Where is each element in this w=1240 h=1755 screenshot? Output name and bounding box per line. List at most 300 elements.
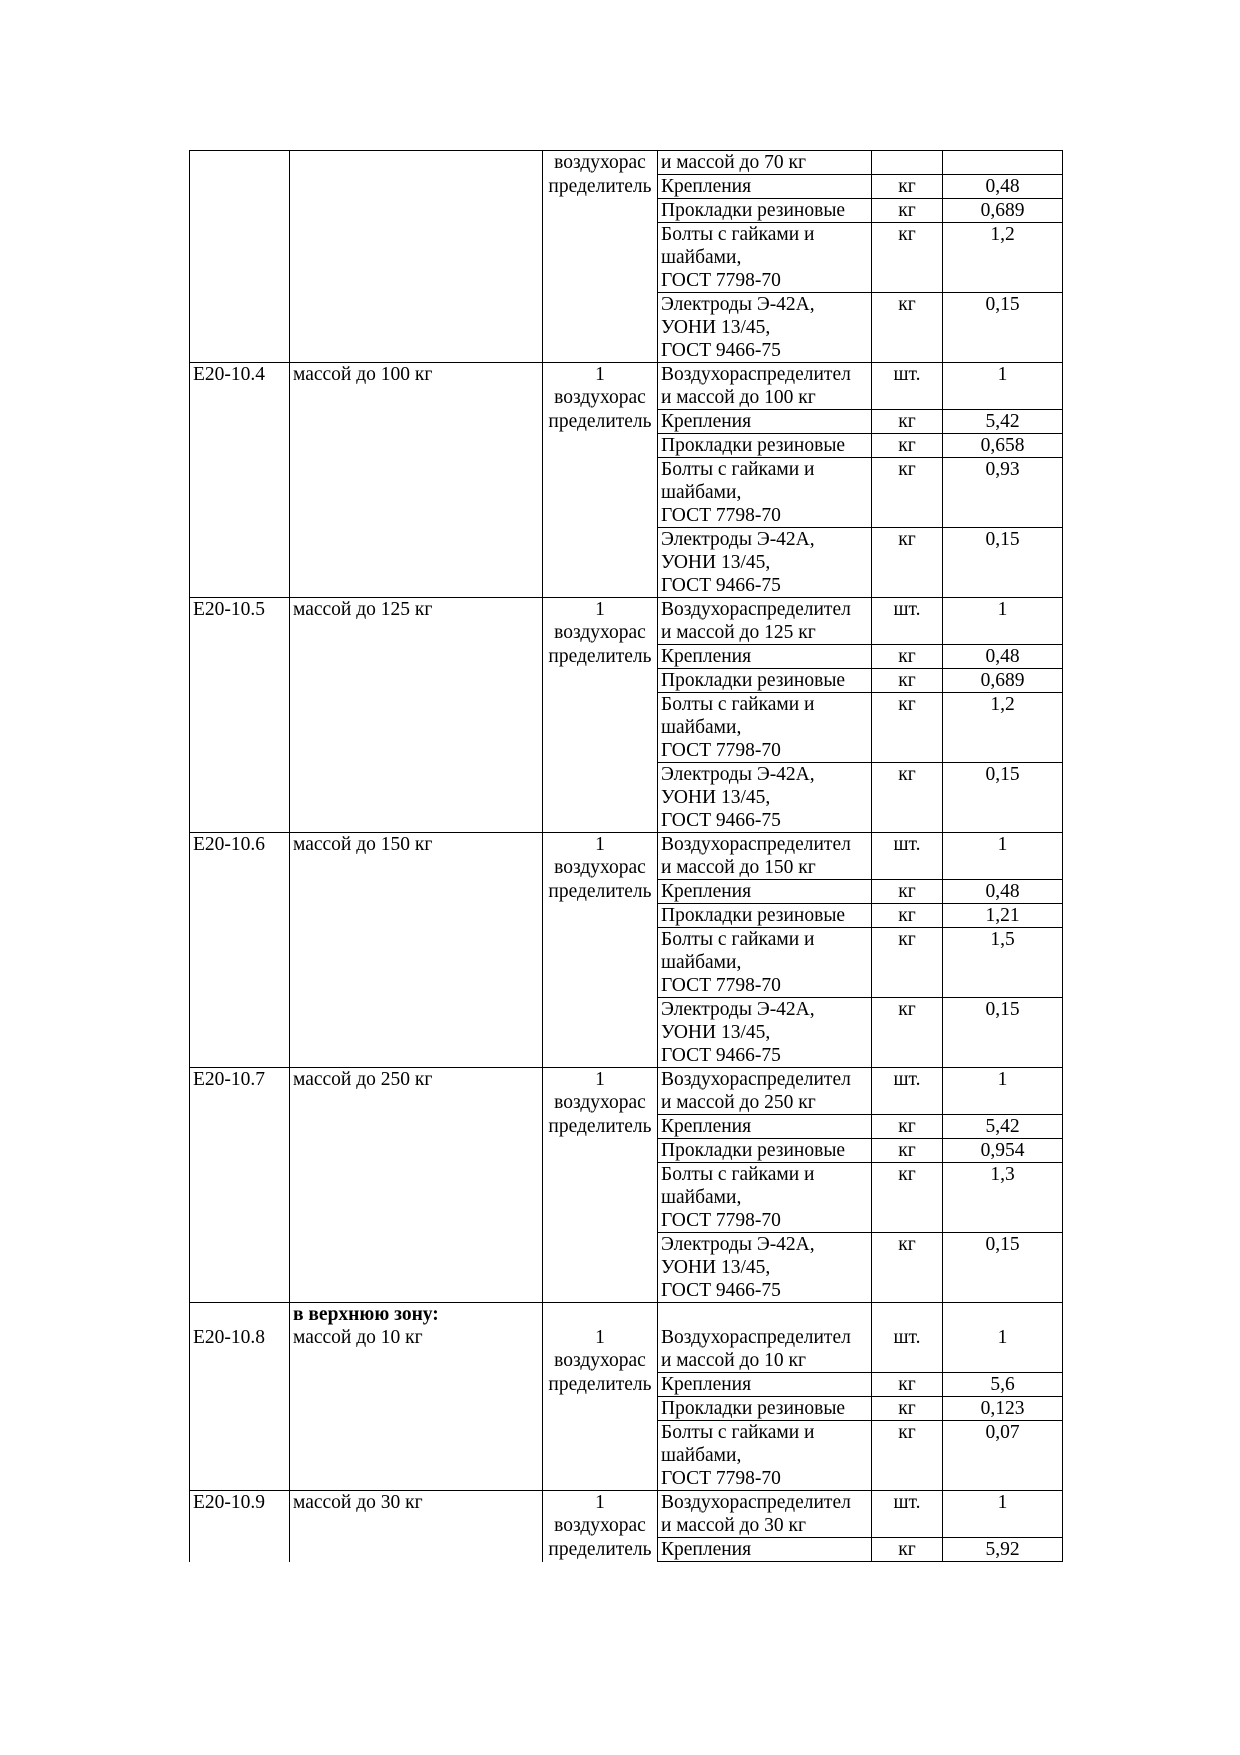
quantity-cell bbox=[943, 1068, 1063, 1115]
work-name-cell bbox=[290, 175, 543, 199]
quantity-cell bbox=[943, 528, 1063, 598]
work-name-cell bbox=[290, 434, 543, 458]
unit-cell bbox=[543, 199, 658, 223]
measure-cell bbox=[872, 598, 943, 645]
code-cell bbox=[190, 199, 290, 223]
quantity-value: 5,42 bbox=[985, 411, 1020, 432]
unit-text: воздухорас bbox=[554, 387, 646, 408]
material-name: Электроды Э-42А, bbox=[661, 294, 815, 315]
measure-cell bbox=[872, 1115, 943, 1139]
table-row bbox=[190, 904, 1063, 928]
code-cell bbox=[190, 1303, 290, 1373]
material-name: Электроды Э-42А, bbox=[661, 764, 815, 785]
material-name: Электроды Э-42А, bbox=[661, 999, 815, 1020]
material-name: ГОСТ 7798-70 bbox=[661, 505, 781, 526]
measure-unit: кг bbox=[898, 1398, 916, 1419]
table-row bbox=[190, 1491, 1063, 1538]
measure-cell bbox=[872, 669, 943, 693]
quantity-cell bbox=[943, 1421, 1063, 1491]
material-name: Болты с гайками и bbox=[661, 1422, 815, 1443]
measure-unit: кг bbox=[898, 646, 916, 667]
quantity-cell bbox=[943, 1491, 1063, 1538]
table-row bbox=[190, 223, 1063, 293]
work-name-cell bbox=[290, 199, 543, 223]
quantity-cell bbox=[943, 1139, 1063, 1163]
material-name: Воздухораспределител bbox=[661, 599, 851, 620]
material-name: и массой до 125 кг bbox=[661, 622, 816, 643]
quantity-value: 1 bbox=[997, 834, 1008, 855]
table-row bbox=[190, 693, 1063, 763]
unit-cell bbox=[543, 434, 658, 458]
code-cell bbox=[190, 1139, 290, 1163]
quantity-value: 1,5 bbox=[990, 929, 1015, 950]
unit-text: пределитель bbox=[548, 1538, 652, 1560]
work-name-cell bbox=[290, 669, 543, 693]
material-name-cell bbox=[658, 880, 872, 904]
code-cell bbox=[190, 998, 290, 1068]
unit-cell bbox=[543, 151, 658, 175]
work-name-cell bbox=[290, 833, 543, 880]
table-row bbox=[190, 1397, 1063, 1421]
material-name-cell bbox=[658, 434, 872, 458]
unit-text: пределитель bbox=[548, 410, 652, 432]
code-cell bbox=[190, 1068, 290, 1115]
unit-text: 1 bbox=[595, 1069, 605, 1090]
code-cell bbox=[190, 1421, 290, 1491]
unit-text: пределитель bbox=[548, 645, 652, 667]
code-cell bbox=[190, 904, 290, 928]
material-name-cell bbox=[658, 363, 872, 410]
material-name: шайбами, bbox=[661, 952, 742, 973]
code-cell bbox=[190, 1397, 290, 1421]
measure-unit: кг bbox=[898, 224, 916, 245]
work-name-cell bbox=[290, 1421, 543, 1491]
table-row bbox=[190, 598, 1063, 645]
unit-text: пределитель bbox=[548, 880, 652, 902]
work-name-cell bbox=[290, 1139, 543, 1163]
table-row bbox=[190, 410, 1063, 434]
work-name-cell bbox=[290, 1491, 543, 1538]
code-cell bbox=[190, 1233, 290, 1303]
unit-cell bbox=[543, 1397, 658, 1421]
material-name: Крепления bbox=[661, 881, 752, 902]
work-name-cell bbox=[290, 1233, 543, 1303]
measure-unit: кг bbox=[898, 411, 916, 432]
quantity-cell bbox=[943, 1538, 1063, 1562]
table-row bbox=[190, 199, 1063, 223]
material-name: Воздухораспределител bbox=[661, 1069, 851, 1090]
material-name-cell bbox=[658, 928, 872, 998]
material-name: Прокладки резиновые bbox=[661, 1140, 846, 1161]
work-name-cell bbox=[290, 763, 543, 833]
quantity-cell bbox=[943, 175, 1063, 199]
table-row bbox=[190, 928, 1063, 998]
table-row bbox=[190, 175, 1063, 199]
material-name-cell bbox=[658, 410, 872, 434]
measure-unit: кг bbox=[898, 1140, 916, 1161]
code-cell bbox=[190, 151, 290, 175]
unit-text: воздухорас bbox=[554, 1515, 646, 1536]
unit-cell bbox=[543, 1068, 658, 1115]
material-name-cell bbox=[658, 669, 872, 693]
material-name: шайбами, bbox=[661, 1445, 742, 1466]
table-row bbox=[190, 1421, 1063, 1491]
measure-cell bbox=[872, 175, 943, 199]
material-name: шайбами, bbox=[661, 247, 742, 268]
material-name: Крепления bbox=[661, 1539, 752, 1560]
measure-cell bbox=[872, 833, 943, 880]
quantity-value: 1 bbox=[997, 1492, 1008, 1513]
measure-unit: кг bbox=[898, 435, 916, 456]
quantity-value: 0,15 bbox=[985, 999, 1020, 1020]
material-name-cell bbox=[658, 1538, 872, 1562]
material-name-cell bbox=[658, 151, 872, 175]
table-row bbox=[190, 1139, 1063, 1163]
quantity-cell bbox=[943, 410, 1063, 434]
material-name: ГОСТ 7798-70 bbox=[661, 975, 781, 996]
material-name-cell bbox=[658, 1397, 872, 1421]
work-name-cell bbox=[290, 693, 543, 763]
work-name-cell bbox=[290, 528, 543, 598]
measure-cell bbox=[872, 998, 943, 1068]
material-name: Прокладки резиновые bbox=[661, 435, 846, 456]
measure-cell bbox=[872, 904, 943, 928]
table-row bbox=[190, 880, 1063, 904]
unit-cell bbox=[543, 223, 658, 293]
quantity-cell bbox=[943, 363, 1063, 410]
code-cell bbox=[190, 880, 290, 904]
material-name: Воздухораспределител bbox=[661, 834, 851, 855]
unit-text: 1 bbox=[595, 1492, 605, 1513]
material-name: УОНИ 13/45, bbox=[661, 1022, 771, 1043]
material-name: ГОСТ 9466-75 bbox=[661, 575, 781, 596]
norm-code: Е20-10.8 bbox=[193, 1327, 266, 1348]
material-name-cell bbox=[658, 293, 872, 363]
unit-text: 1 bbox=[595, 1327, 605, 1348]
unit-text: воздухорас bbox=[554, 152, 646, 173]
table-row bbox=[190, 151, 1063, 175]
material-name-cell bbox=[658, 199, 872, 223]
measure-unit: кг bbox=[898, 200, 916, 221]
unit-text: 1 bbox=[595, 834, 605, 855]
table-row bbox=[190, 669, 1063, 693]
material-name: УОНИ 13/45, bbox=[661, 552, 771, 573]
unit-text: воздухорас bbox=[554, 622, 646, 643]
measure-cell bbox=[872, 880, 943, 904]
measure-cell bbox=[872, 223, 943, 293]
work-name: массой до 10 кг bbox=[293, 1327, 423, 1348]
work-name-cell bbox=[290, 151, 543, 175]
quantity-cell bbox=[943, 1397, 1063, 1421]
quantity-cell bbox=[943, 293, 1063, 363]
code-cell bbox=[190, 1538, 290, 1562]
material-name: и массой до 70 кг bbox=[661, 152, 806, 173]
quantity-value: 1,2 bbox=[990, 694, 1015, 715]
measure-unit: кг bbox=[898, 764, 916, 785]
material-name: Болты с гайками и bbox=[661, 694, 815, 715]
measure-cell bbox=[872, 1163, 943, 1233]
measure-unit: кг bbox=[898, 459, 916, 480]
quantity-value: 1 bbox=[997, 1327, 1008, 1348]
material-name: ГОСТ 7798-70 bbox=[661, 740, 781, 761]
material-name: Болты с гайками и bbox=[661, 1164, 815, 1185]
quantity-cell bbox=[943, 693, 1063, 763]
material-name: УОНИ 13/45, bbox=[661, 1257, 771, 1278]
measure-unit: кг bbox=[898, 670, 916, 691]
material-name: ГОСТ 9466-75 bbox=[661, 1045, 781, 1066]
quantity-cell bbox=[943, 880, 1063, 904]
code-cell bbox=[190, 363, 290, 410]
unit-cell bbox=[543, 998, 658, 1068]
material-name-cell bbox=[658, 1139, 872, 1163]
quantity-value: 0,15 bbox=[985, 764, 1020, 785]
quantity-cell bbox=[943, 458, 1063, 528]
material-name-cell bbox=[658, 1068, 872, 1115]
material-name-cell bbox=[658, 998, 872, 1068]
material-name: ГОСТ 9466-75 bbox=[661, 340, 781, 361]
measure-cell bbox=[872, 1421, 943, 1491]
measure-cell bbox=[872, 1373, 943, 1397]
material-name: Прокладки резиновые bbox=[661, 200, 846, 221]
work-name-cell bbox=[290, 1303, 543, 1373]
measure-cell bbox=[872, 1139, 943, 1163]
unit-cell bbox=[543, 1421, 658, 1491]
quantity-cell bbox=[943, 598, 1063, 645]
norm-code: Е20-10.7 bbox=[193, 1069, 266, 1090]
material-name-cell bbox=[658, 458, 872, 528]
quantity-cell bbox=[943, 434, 1063, 458]
material-name: ГОСТ 7798-70 bbox=[661, 1210, 781, 1231]
code-cell bbox=[190, 1115, 290, 1139]
unit-text: пределитель bbox=[548, 175, 652, 197]
material-name: и массой до 150 кг bbox=[661, 857, 816, 878]
material-name: ГОСТ 7798-70 bbox=[661, 270, 781, 291]
material-name: Крепления bbox=[661, 176, 752, 197]
table-row bbox=[190, 763, 1063, 833]
quantity-value: 5,92 bbox=[985, 1539, 1020, 1560]
material-name-cell bbox=[658, 645, 872, 669]
material-name: шайбами, bbox=[661, 1187, 742, 1208]
measure-cell bbox=[872, 1491, 943, 1538]
measure-cell bbox=[872, 1303, 943, 1373]
quantity-value: 0,48 bbox=[985, 176, 1020, 197]
measure-unit: кг bbox=[898, 694, 916, 715]
measure-unit: шт. bbox=[893, 1069, 921, 1090]
unit-cell bbox=[543, 458, 658, 528]
measure-cell bbox=[872, 458, 943, 528]
material-name: Болты с гайками и bbox=[661, 459, 815, 480]
quantity-value: 0,15 bbox=[985, 529, 1020, 550]
code-cell bbox=[190, 1491, 290, 1538]
material-name: Воздухораспределител bbox=[661, 1327, 851, 1348]
quantity-value: 0,15 bbox=[985, 294, 1020, 315]
work-name: массой до 150 кг bbox=[293, 834, 433, 855]
code-cell bbox=[190, 434, 290, 458]
work-name-cell bbox=[290, 928, 543, 998]
material-name: УОНИ 13/45, bbox=[661, 317, 771, 338]
table-row bbox=[190, 1115, 1063, 1139]
unit-cell bbox=[543, 1115, 658, 1139]
quantity-cell bbox=[943, 223, 1063, 293]
code-cell bbox=[190, 293, 290, 363]
table-row bbox=[190, 458, 1063, 528]
measure-unit: кг bbox=[898, 1234, 916, 1255]
quantity-value: 1 bbox=[997, 1069, 1008, 1090]
measure-cell bbox=[872, 151, 943, 175]
measure-unit: кг bbox=[898, 929, 916, 950]
measure-unit: кг bbox=[898, 1374, 916, 1395]
code-cell bbox=[190, 928, 290, 998]
unit-text: воздухорас bbox=[554, 857, 646, 878]
work-name: массой до 250 кг bbox=[293, 1069, 433, 1090]
quantity-cell bbox=[943, 904, 1063, 928]
table-row bbox=[190, 1373, 1063, 1397]
code-cell bbox=[190, 833, 290, 880]
quantity-value: 1,21 bbox=[985, 905, 1020, 926]
table-row bbox=[190, 645, 1063, 669]
table-row bbox=[190, 293, 1063, 363]
quantity-value: 0,689 bbox=[980, 670, 1025, 691]
measure-unit: кг bbox=[898, 1164, 916, 1185]
quantity-value: 0,689 bbox=[980, 200, 1025, 221]
section-heading: в верхнюю зону: bbox=[293, 1304, 439, 1325]
material-name-cell bbox=[658, 904, 872, 928]
unit-cell bbox=[543, 763, 658, 833]
material-name: Воздухораспределител bbox=[661, 364, 851, 385]
table-row bbox=[190, 1068, 1063, 1115]
unit-cell bbox=[543, 693, 658, 763]
material-name-cell bbox=[658, 833, 872, 880]
unit-cell bbox=[543, 928, 658, 998]
quantity-cell bbox=[943, 1163, 1063, 1233]
quantity-value: 1,3 bbox=[990, 1164, 1015, 1185]
code-cell bbox=[190, 598, 290, 645]
unit-cell bbox=[543, 1491, 658, 1538]
unit-cell bbox=[543, 904, 658, 928]
table-row bbox=[190, 434, 1063, 458]
material-name-cell bbox=[658, 693, 872, 763]
measure-unit: кг bbox=[898, 1422, 916, 1443]
material-name: и массой до 30 кг bbox=[661, 1515, 806, 1536]
measure-unit: шт. bbox=[893, 364, 921, 385]
material-name-cell bbox=[658, 763, 872, 833]
material-name: и массой до 100 кг bbox=[661, 387, 816, 408]
material-name: шайбами, bbox=[661, 717, 742, 738]
material-name: Электроды Э-42А, bbox=[661, 1234, 815, 1255]
code-cell bbox=[190, 1163, 290, 1233]
work-name: массой до 30 кг bbox=[293, 1492, 423, 1513]
quantity-cell bbox=[943, 763, 1063, 833]
measure-unit: кг bbox=[898, 999, 916, 1020]
unit-text: пределитель bbox=[548, 1373, 652, 1395]
norms-table-page bbox=[189, 150, 1062, 1562]
measure-unit: шт. bbox=[893, 1492, 921, 1513]
unit-cell bbox=[543, 645, 658, 669]
material-name: Прокладки резиновые bbox=[661, 905, 846, 926]
material-name: Крепления bbox=[661, 1116, 752, 1137]
material-name: Воздухораспределител bbox=[661, 1492, 851, 1513]
quantity-cell bbox=[943, 1303, 1063, 1373]
code-cell bbox=[190, 175, 290, 199]
work-name-cell bbox=[290, 458, 543, 528]
work-name-cell bbox=[290, 1068, 543, 1115]
work-name-cell bbox=[290, 1163, 543, 1233]
norm-code: Е20-10.6 bbox=[193, 834, 266, 855]
material-name: и массой до 10 кг bbox=[661, 1350, 806, 1371]
measure-cell bbox=[872, 363, 943, 410]
unit-cell bbox=[543, 175, 658, 199]
quantity-cell bbox=[943, 669, 1063, 693]
material-name-cell bbox=[658, 598, 872, 645]
table-row bbox=[190, 363, 1063, 410]
unit-cell bbox=[543, 1538, 658, 1562]
measure-cell bbox=[872, 528, 943, 598]
code-cell bbox=[190, 458, 290, 528]
quantity-value: 1,2 bbox=[990, 224, 1015, 245]
material-name: ГОСТ 9466-75 bbox=[661, 1280, 781, 1301]
material-name-cell bbox=[658, 175, 872, 199]
table-row bbox=[190, 998, 1063, 1068]
measure-unit: кг bbox=[898, 294, 916, 315]
material-name: ГОСТ 7798-70 bbox=[661, 1468, 781, 1489]
quantity-cell bbox=[943, 928, 1063, 998]
unit-text: воздухорас bbox=[554, 1092, 646, 1113]
quantity-cell bbox=[943, 1373, 1063, 1397]
material-name: и массой до 250 кг bbox=[661, 1092, 816, 1113]
unit-cell bbox=[543, 528, 658, 598]
code-cell bbox=[190, 410, 290, 434]
code-cell bbox=[190, 669, 290, 693]
unit-cell bbox=[543, 410, 658, 434]
quantity-value: 0,07 bbox=[985, 1422, 1020, 1443]
work-name-cell bbox=[290, 1115, 543, 1139]
table-row bbox=[190, 528, 1063, 598]
unit-cell bbox=[543, 1373, 658, 1397]
measure-unit: кг bbox=[898, 1116, 916, 1137]
work-name-cell bbox=[290, 998, 543, 1068]
unit-cell bbox=[543, 363, 658, 410]
material-name-cell bbox=[658, 1163, 872, 1233]
material-name-cell bbox=[658, 528, 872, 598]
material-name-cell bbox=[658, 1373, 872, 1397]
code-cell bbox=[190, 763, 290, 833]
unit-cell bbox=[543, 669, 658, 693]
unit-cell bbox=[543, 1303, 658, 1373]
quantity-value: 0,48 bbox=[985, 646, 1020, 667]
quantity-cell bbox=[943, 645, 1063, 669]
work-name-cell bbox=[290, 645, 543, 669]
quantity-cell bbox=[943, 833, 1063, 880]
table-row bbox=[190, 833, 1063, 880]
measure-cell bbox=[872, 1068, 943, 1115]
table-row bbox=[190, 1538, 1063, 1562]
measure-cell bbox=[872, 928, 943, 998]
material-name: Болты с гайками и bbox=[661, 929, 815, 950]
material-norms-table bbox=[189, 150, 1063, 1562]
code-cell bbox=[190, 223, 290, 293]
quantity-cell bbox=[943, 1115, 1063, 1139]
unit-text: 1 bbox=[595, 364, 605, 385]
quantity-value: 1 bbox=[997, 364, 1008, 385]
unit-cell bbox=[543, 880, 658, 904]
material-name: Крепления bbox=[661, 646, 752, 667]
quantity-cell bbox=[943, 151, 1063, 175]
material-name: Прокладки резиновые bbox=[661, 670, 846, 691]
unit-cell bbox=[543, 1233, 658, 1303]
measure-unit: шт. bbox=[893, 1327, 921, 1348]
norm-code: Е20-10.9 bbox=[193, 1492, 266, 1513]
quantity-value: 0,48 bbox=[985, 881, 1020, 902]
